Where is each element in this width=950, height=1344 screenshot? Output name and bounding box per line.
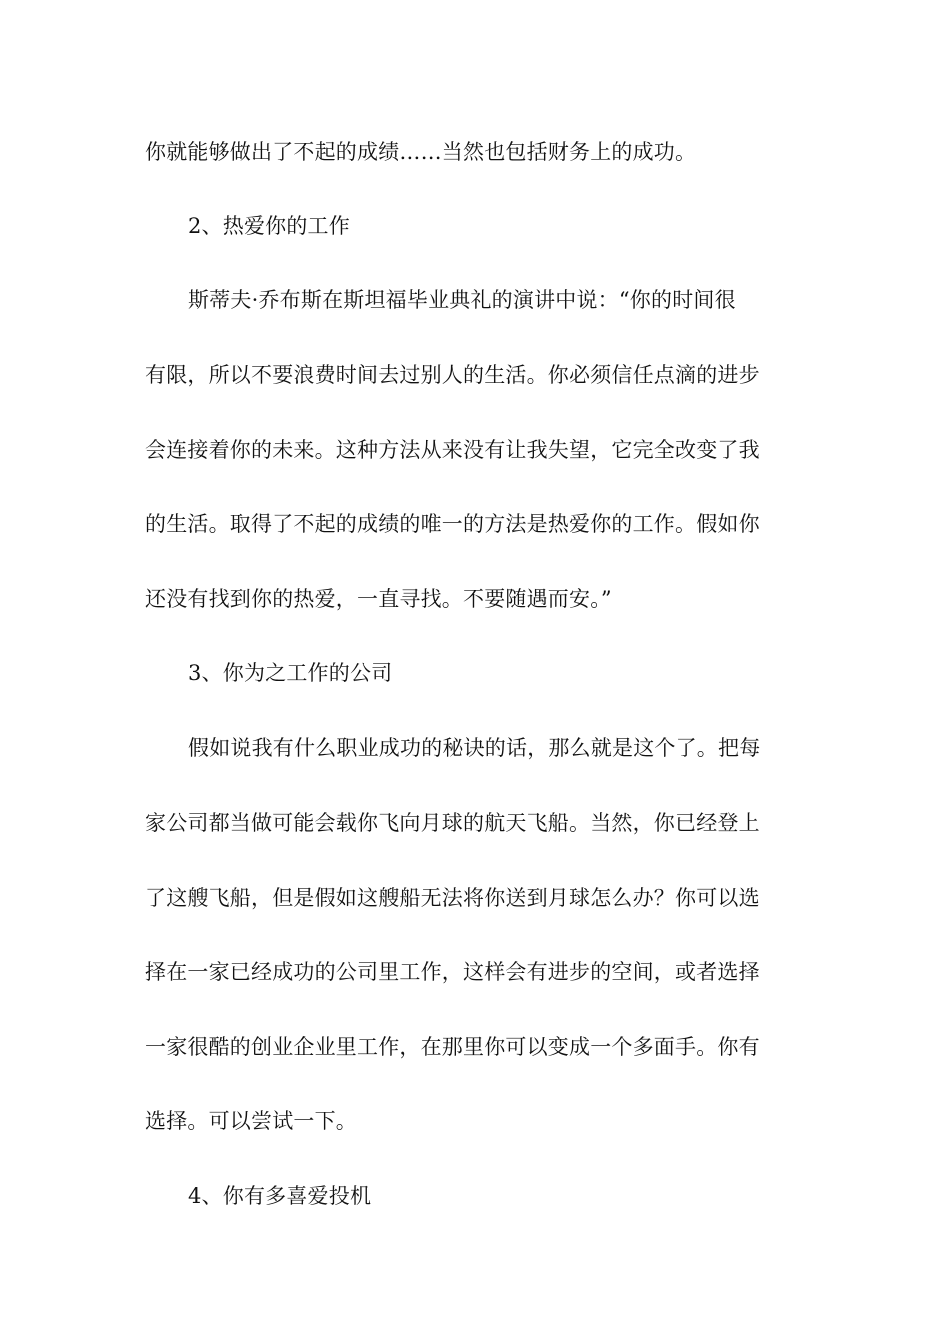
paragraph-line: 斯蒂夫·乔布斯在斯坦福毕业典礼的演讲中说：“你的时间很 [188,288,736,312]
paragraph-line: 择在一家已经成功的公司里工作，这样会有进步的空间，或者选择 [145,960,760,984]
paragraph-line: 假如说我有什么职业成功的秘诀的话，那么就是这个了。把每 [188,736,761,760]
paragraph-line: 一家很酷的创业企业里工作，在那里你可以变成一个多面手。你有 [145,1035,760,1059]
paragraph-line: 会连接着你的未来。这种方法从来没有让我失望，它完全改变了我 [145,438,760,462]
paragraph-line: 了这艘飞船，但是假如这艘船无法将你送到月球怎么办？你可以选 [145,886,760,910]
paragraph-line: 选择。可以尝试一下。 [145,1109,357,1133]
paragraph-line: 还没有找到你的热爱，一直寻找。不要随遇而安。” [145,587,612,611]
paragraph-line: 的生活。取得了不起的成绩的唯一的方法是热爱你的工作。假如你 [145,512,760,536]
paragraph-continuation-line: 你就能够做出了不起的成绩……当然也包括财务上的成功。 [145,140,697,164]
section-heading-4: 4、你有多喜爱投机 [188,1184,372,1208]
paragraph-line: 有限，所以不要浪费时间去过别人的生活。你必须信任点滴的进步 [145,363,760,387]
section-heading-3: 3、你为之工作的公司 [188,661,393,685]
paragraph-line: 家公司都当做可能会载你飞向月球的航天飞船。当然，你已经登上 [145,811,760,835]
section-heading-2: 2、热爱你的工作 [188,214,350,238]
